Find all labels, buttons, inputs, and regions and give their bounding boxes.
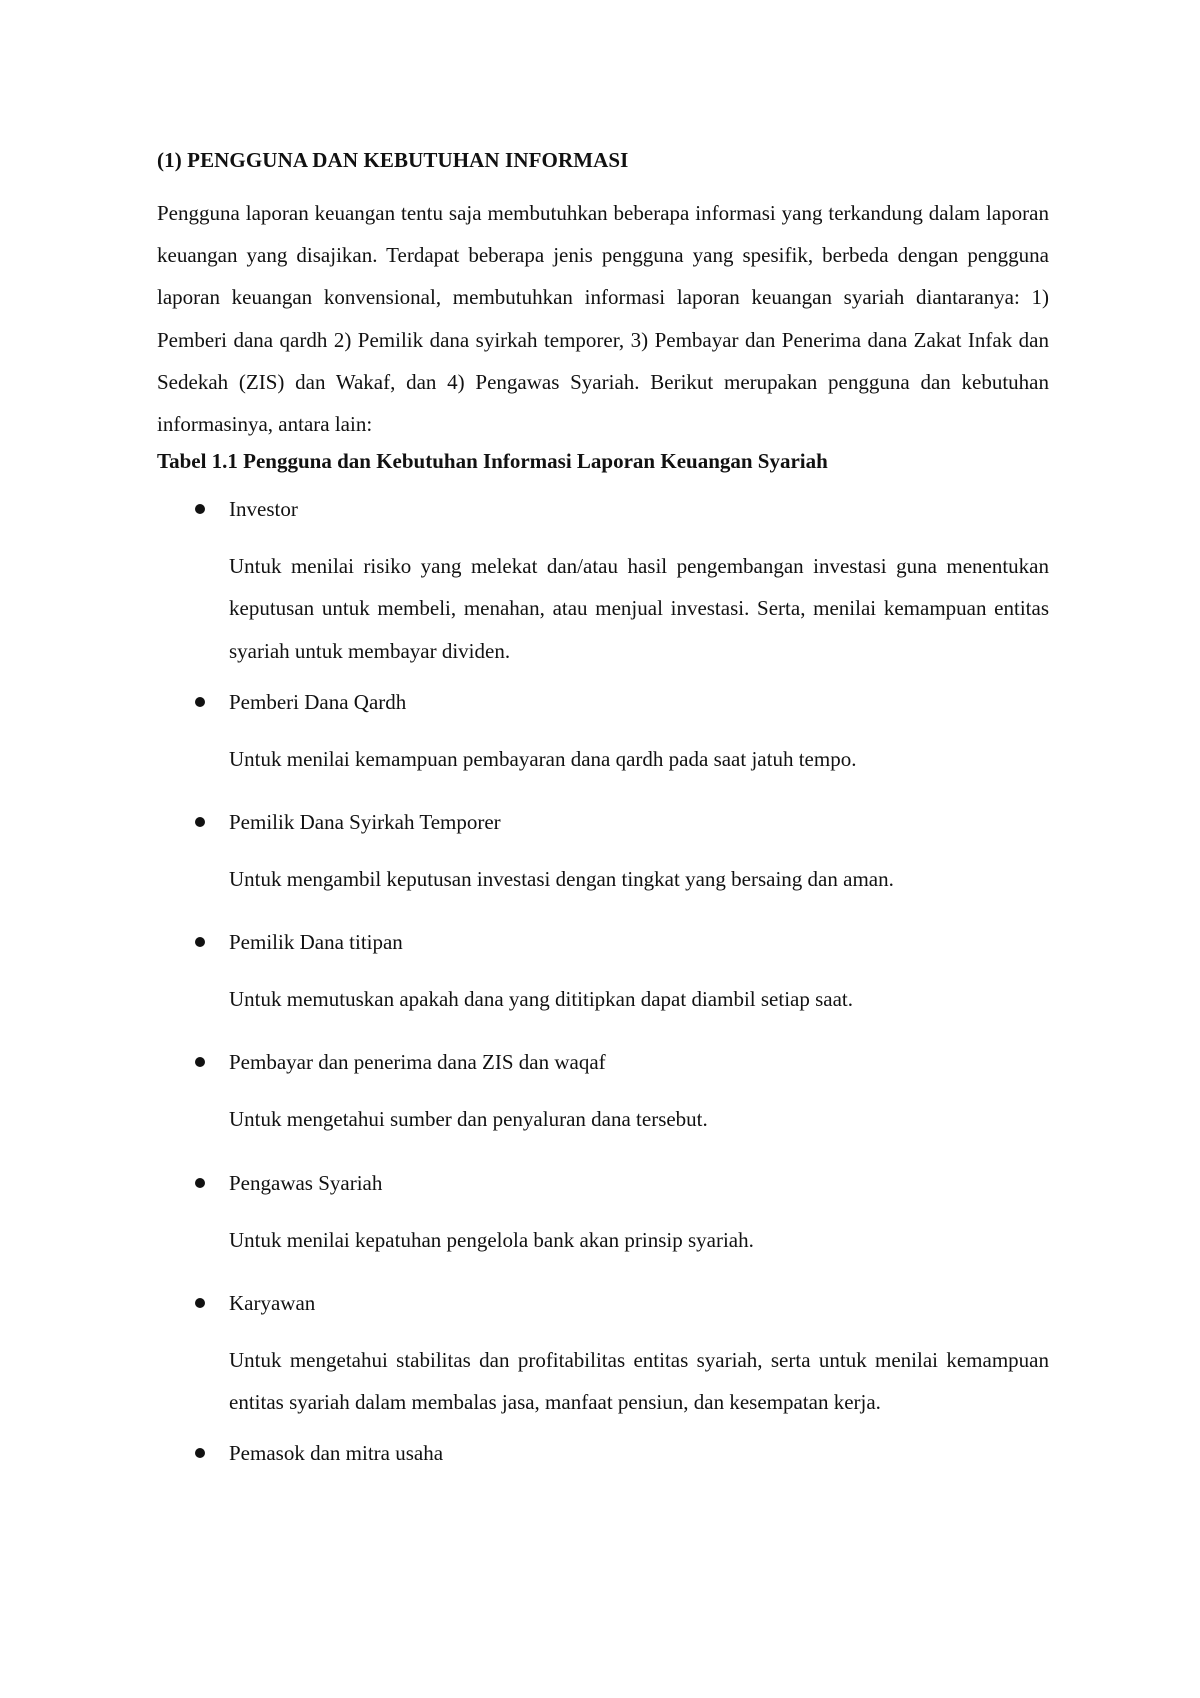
list-item-title: Karyawan: [229, 1290, 316, 1315]
list-item: [157, 1287, 1049, 1423]
list-item: [157, 806, 1049, 900]
list-item-title: Pemilik Dana Syirkah Temporer: [229, 810, 501, 835]
list-item-description: Untuk mengetahui stabilitas dan profitabilitas entitas syariah, serta untuk menilai kemampuan entitas syariah dalam membalas jasa, manfaat pensiun, dan kesempatan kerja.: [229, 1347, 1049, 1415]
bullet-icon: [195, 1057, 205, 1067]
list-item: [157, 1046, 1049, 1140]
list-item-title: Investor: [229, 497, 298, 522]
bullet-icon: [195, 1178, 205, 1188]
intro-paragraph: Pengguna laporan keuangan tentu saja membutuhkan beberapa informasi yang terkandung dalam laporan keuangan yang disajikan. Terdapat beberapa jenis pengguna yang spesifik, berbeda dengan pengguna laporan keuangan konvensional, membutuhkan informasi laporan keuangan syariah diantaranya: 1) Pemberi dana qardh 2) Pemilik dana syirkah temporer, 3) Pembayar dan Penerima dana Zakat Infak dan Sedekah (ZIS) dan Wakaf, dan 4) Pengawas Syariah. Berikut merupakan pengguna dan kebutuhan informasinya, antara lain:: [157, 201, 1049, 437]
list-item-description: Untuk memutuskan apakah dana yang dititipkan dapat diambil setiap saat.: [229, 987, 854, 1012]
document-content: [157, 146, 1049, 1489]
list-item-title: Pengawas Syariah: [229, 1170, 383, 1195]
list-item: [157, 926, 1049, 1020]
user-list: [157, 493, 1049, 1469]
list-item-description: Untuk mengetahui sumber dan penyaluran dana tersebut.: [229, 1107, 708, 1132]
list-item-description: Untuk menilai kepatuhan pengelola bank akan prinsip syariah.: [229, 1227, 754, 1252]
list-item-description: Untuk menilai kemampuan pembayaran dana qardh pada saat jatuh tempo.: [229, 746, 857, 771]
list-item-title: Pembayar dan penerima dana ZIS dan waqaf: [229, 1050, 606, 1075]
list-item-title: Pemberi Dana Qardh: [229, 689, 407, 714]
list-item-description: Untuk menilai risiko yang melekat dan/atau hasil pengembangan investasi guna menentukan keputusan untuk membeli, menahan, atau menjual investasi. Serta, menilai kemampuan entitas syariah untuk membayar dividen.: [229, 554, 1049, 663]
bullet-icon: [195, 937, 205, 947]
list-item-description: Untuk mengambil keputusan investasi dengan tingkat yang bersaing dan aman.: [229, 867, 894, 892]
bullet-icon: [195, 1448, 205, 1458]
list-item: [157, 686, 1049, 780]
bullet-icon: [195, 817, 205, 827]
list-item: [157, 493, 1049, 672]
bullet-icon: [195, 504, 205, 514]
list-item: [157, 1437, 1049, 1469]
list-item-title: Pemasok dan mitra usaha: [229, 1441, 444, 1466]
bullet-icon: [195, 697, 205, 707]
bullet-icon: [195, 1298, 205, 1308]
list-item: [157, 1167, 1049, 1261]
table-caption: Tabel 1.1 Pengguna dan Kebutuhan Informasi Laporan Keuangan Syariah: [157, 449, 828, 474]
section-heading: (1) PENGGUNA DAN KEBUTUHAN INFORMASI: [157, 148, 629, 172]
list-item-title: Pemilik Dana titipan: [229, 930, 403, 955]
